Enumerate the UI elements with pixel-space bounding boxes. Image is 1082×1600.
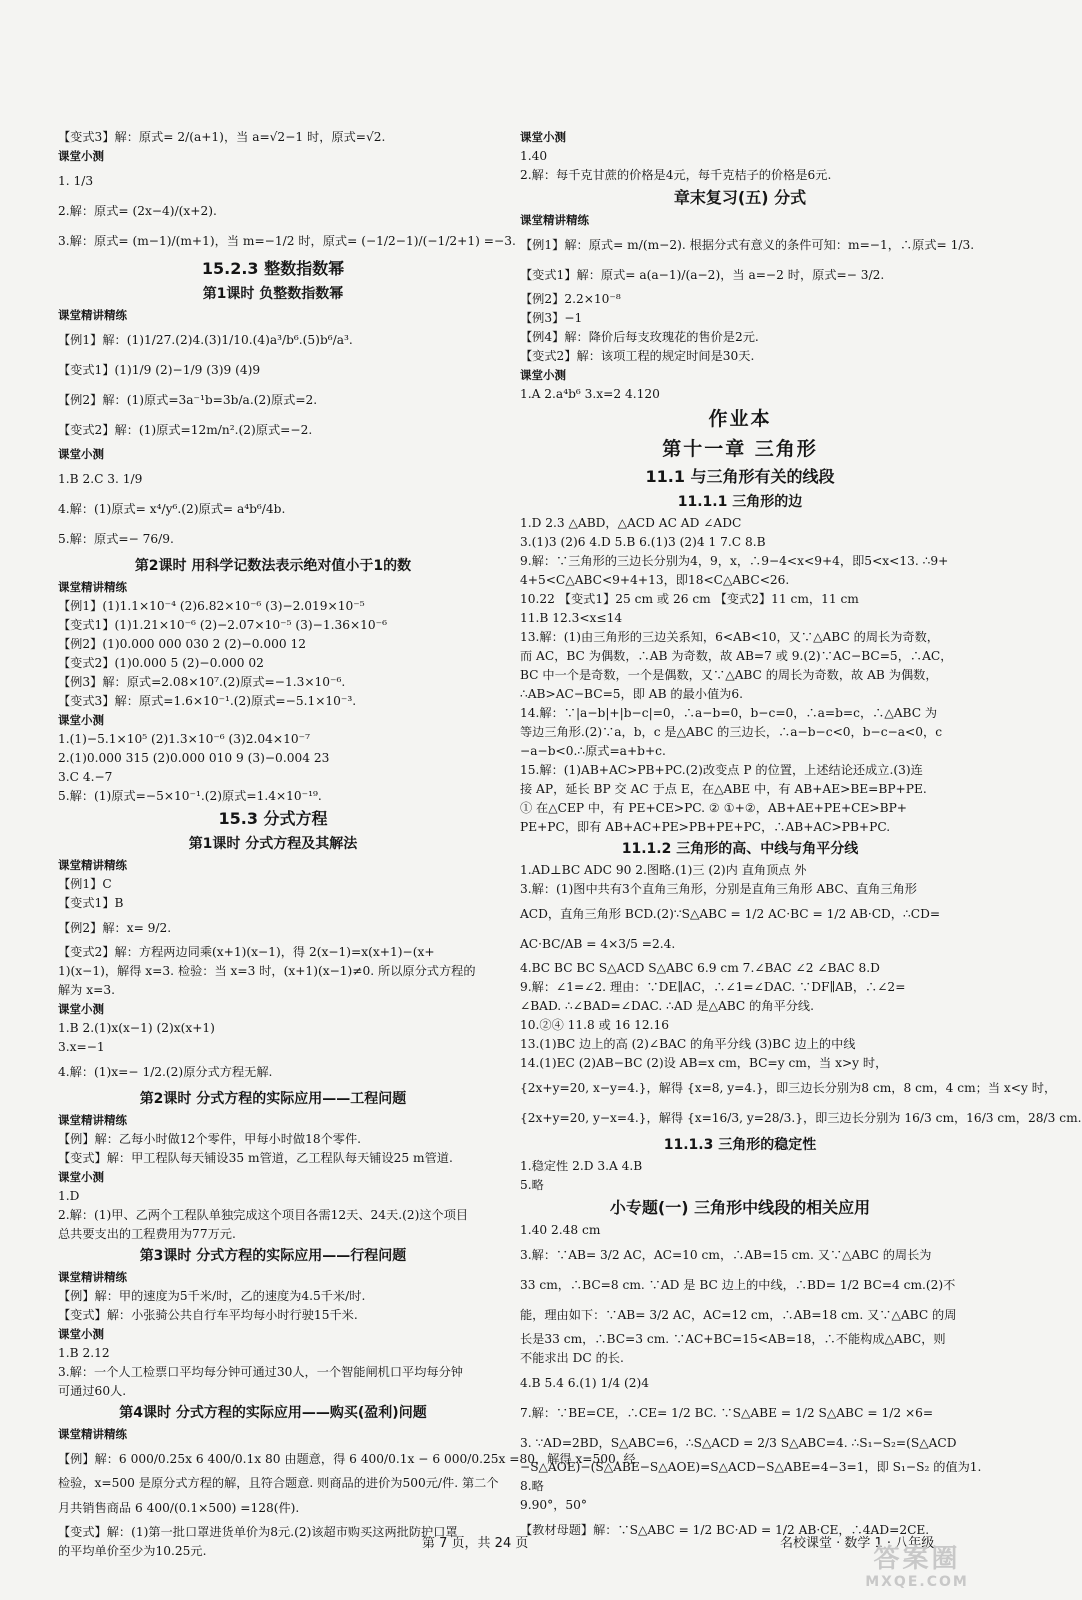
subsection-heading: 11.1.1 三角形的边 [677, 494, 803, 510]
text-line: ∠BAD. ∴∠BAD=∠DAC. ∴AD 是△ABC 的角平分线. [520, 999, 814, 1013]
text-line: 5.略 [520, 1178, 544, 1192]
text-line: 检验，x=500 是原分式方程的解，且符合题意. 则商品的进价为500元/件. 第二个 [58, 1476, 499, 1490]
text-line: 9.解：∵三角形的三边长分别为4，9，x，∴9−4<x<9+4，即5<x<13. ∴9+ [520, 554, 949, 568]
text-line: 15.解：(1)AB+AC>PB+PC.(2)改变点 P 的位置，上述结论还成立.(3)连 [520, 763, 923, 777]
text-line: 3.解：原式= (m−1)/(m+1)，当 m=−1/2 时，原式= (−1/2−1)/(−1/2+1) =−3. [58, 234, 516, 248]
text-line: 1. 1/3 [58, 174, 94, 188]
text-line: 1)(x−1)，解得 x=3. 检验：当 x=3 时，(x+1)(x−1)≠0. 所以原分式方程的 [58, 964, 476, 978]
text-line: 2.(1)0.000 315 (2)0.000 010 9 (3)−0.004 23 [58, 751, 330, 765]
section-label: 课堂精讲精练 [58, 580, 127, 594]
text-line: 10.22 【变式1】25 cm 或 26 cm 【变式2】11 cm，11 cm [520, 592, 859, 606]
section-label: 课堂小测 [520, 130, 566, 144]
text-line: 4+5<C△ABC<9+4+13，即18<C△ABC<26. [520, 573, 790, 587]
text-line: −S△AOE)−(S△ABE−S△AOE)=S△ACD−S△ABE=4−3=1，即 S₁−S₂ 的值为1. [520, 1460, 982, 1474]
section-label: 课堂精讲精练 [58, 1113, 127, 1127]
watermark-title: 答案圈 [873, 1544, 961, 1574]
subsection-heading: 11.1.3 三角形的稳定性 [663, 1137, 817, 1153]
text-line: 10.②④ 11.8 或 16 12.16 [520, 1018, 669, 1032]
lesson-heading: 第1课时 分式方程及其解法 [188, 836, 358, 852]
text-line: 不能求出 DC 的长. [520, 1351, 624, 1365]
text-line: 【例2】(1)0.000 000 030 2 (2)−0.000 12 [58, 637, 306, 651]
text-line: 【变式2】解：(1)原式=12m/n².(2)原式=−2. [58, 423, 313, 437]
text-line: {2x+y=20, x−y=4.}，解得 {x=8, y=4.}，即三边长分别为8 cm，8 cm，4 cm；当 x<y 时， [520, 1081, 1057, 1095]
text-line: 1.(1)−5.1×10⁵ (2)1.3×10⁻⁶ (3)2.04×10⁻⁷ [58, 732, 310, 746]
text-line: 1.40 [520, 149, 548, 163]
text-line: 2.解：(1)甲、乙两个工程队单独完成这个项目各需12天、24天.(2)这个项目 [58, 1208, 469, 1222]
text-line: 【变式3】解：原式= 2/(a+1)，当 a=√2−1 时，原式=√2. [58, 130, 386, 144]
text-line: ① 在△CEP 中，有 PE+CE>PC. ② ①+②，AB+AE+PE+CE>BP+ [520, 801, 907, 815]
section-label: 课堂小测 [58, 713, 104, 727]
text-line: 8.略 [520, 1479, 544, 1493]
book-title: 名校课堂 · 数学 1 · 八年级 [780, 1536, 935, 1551]
text-line: 4.B 5.4 6.(1) 1/4 (2)4 [520, 1376, 649, 1390]
text-line: 【例1】(1)1.1×10⁻⁴ (2)6.82×10⁻⁶ (3)−2.019×10⁻⁵ [58, 599, 365, 613]
section-label: 课堂小测 [58, 1170, 104, 1184]
text-line: 长是33 cm，∴BC=3 cm. ∵AC+BC=15<AB=18，∴不能构成△ABC，则 [520, 1332, 946, 1346]
text-line: 【变式1】(1)1.21×10⁻⁶ (2)−2.07×10⁻⁵ (3)−1.36×10⁻⁶ [58, 618, 387, 632]
text-line: 的平均单价至少为10.25元. [58, 1544, 207, 1558]
text-line: 4.解：(1)原式= x⁴/y⁶.(2)原式= a⁴b⁶/4b. [58, 502, 286, 516]
right-column [520, 128, 1082, 1545]
text-line: 3.x=−1 [58, 1040, 105, 1054]
section-label: 课堂小测 [58, 447, 104, 461]
text-line: 【例1】解：原式= m/(m−2). 根据分式有意义的条件可知：m=−1，∴原式= 1/3. [520, 238, 975, 252]
subsection-heading: 11.1.2 三角形的高、中线与角平分线 [621, 841, 859, 857]
page-number: 第 7 页，共 24 页 [422, 1536, 529, 1551]
section-label: 课堂精讲精练 [58, 1427, 127, 1441]
text-line: 3.解：一个人工检票口平均每分钟可通过30人，一个智能闸机口平均每分钟 [58, 1365, 463, 1379]
text-line: −a−b<0.∴原式=a+b+c. [520, 744, 666, 758]
text-line: 5.解：(1)原式=−5×10⁻¹.(2)原式=1.4×10⁻¹⁹. [58, 789, 322, 803]
text-line: 【例2】解：x= 9/2. [58, 921, 172, 935]
text-line: 9.解：∠1=∠2. 理由：∵DE∥AC，∴∠1=∠DAC. ∵DF∥AB，∴∠2= [520, 980, 906, 994]
text-line: 4.BC BC BC S△ACD S△ABC 6.9 cm 7.∠BAC ∠2 ∠BAC 8.D [520, 961, 880, 975]
lesson-heading: 第1课时 负整数指数幂 [202, 286, 344, 302]
text-line: 【例3】−1 [520, 311, 583, 325]
section-label: 课堂精讲精练 [58, 308, 127, 322]
text-line: 【例2】2.2×10⁻⁸ [520, 292, 621, 306]
text-line: 14.解：∵|a−b|+|b−c|=0，∴a−b=0，b−c=0，∴a=b=c，∴△ABC 为 [520, 706, 938, 720]
text-line: 【变式2】(1)0.000 5 (2)−0.000 02 [58, 656, 264, 670]
text-line: 1.B 2.(1)x(x−1) (2)x(x+1) [58, 1021, 215, 1035]
text-line: 9.90°，50° [520, 1498, 588, 1512]
section-label: 课堂精讲精练 [58, 1270, 127, 1284]
text-line: 【例】解：6 000/0.25x 6 400/0.1x 80 由题意，得 6 400/0.1x − 6 000/0.25x =80，解得 x=500. 经 [58, 1452, 636, 1466]
lesson-heading: 第2课时 用科学记数法表示绝对值小于1的数 [134, 558, 412, 574]
section-heading: 15.3 分式方程 [218, 809, 328, 828]
text-line: 1.B 2.C 3. 1/9 [58, 472, 143, 486]
text-line: 14.(1)EC (2)AB−BC (2)设 AB=x cm，BC=y cm，当 x>y 时， [520, 1056, 888, 1070]
text-line: 【变式2】解：该项工程的规定时间是30天. [520, 349, 755, 363]
text-line: PE+PC，即有 AB+AC+PE>PB+PE+PC，∴AB+AC>PB+PC. [520, 820, 891, 834]
lesson-heading: 第3课时 分式方程的实际应用——行程问题 [139, 1248, 407, 1264]
chapter-heading: 第十一章 三角形 [662, 438, 818, 460]
text-line: 1.D 2.3 △ABD，△ACD AC AD ∠ADC [520, 516, 742, 530]
text-line: ACD，直角三角形 BCD.(2)∵S△ABC = 1/2 AC·BC = 1/2 AB·CD，∴CD= [520, 907, 941, 921]
text-line: 3.(1)3 (2)6 4.D 5.B 6.(1)3 (2)4 1 7.C 8.B [520, 535, 766, 549]
section-heading: 11.1 与三角形有关的线段 [645, 467, 835, 486]
text-line: 【变式】解：甲工程队每天铺设35 m管道，乙工程队每天铺设25 m管道. [58, 1151, 453, 1165]
text-line: 1.AD⊥BC ADC 90 2.图略.(1)三 (2)内 直角顶点 外 [520, 863, 807, 877]
section-label: 课堂小测 [58, 1327, 104, 1341]
text-line: 【例3】解：原式=2.08×10⁷.(2)原式=−1.3×10⁻⁶. [58, 675, 346, 689]
text-line: 2.解：原式= (2x−4)/(x+2). [58, 204, 217, 218]
text-line: 5.解：原式=− 76/9. [58, 532, 174, 546]
text-line: 【例4】解：降价后每支玫瑰花的售价是2元. [520, 330, 759, 344]
section-heading: 15.2.3 整数指数幂 [201, 259, 345, 278]
section-label: 课堂精讲精练 [58, 858, 127, 872]
watermark-site: MXQE.COM [865, 1574, 969, 1590]
text-line: 【例1】C [58, 877, 112, 891]
text-line: 【变式1】解：原式= a(a−1)/(a−2)，当 a=−2 时，原式=− 3/2. [520, 268, 885, 282]
text-line: 而 AC，BC 为偶数，∴AB 为奇数，故 AB=7 或 9.(2)∵AC−BC=5，∴AC， [520, 649, 953, 663]
text-line: {2x+y=20, y−x=4.}，解得 {x=16/3, y=28/3.}，即三边长分别为 16/3 cm，16/3 cm，28/3 cm. [520, 1111, 1082, 1125]
text-line: 等边三角形.(2)∵a，b，c 是△ABC 的三边长，∴a−b−c<0，b−c−a<0，c [520, 725, 943, 739]
text-line: 4.解：(1)x=− 1/2.(2)原分式方程无解. [58, 1065, 273, 1079]
lesson-heading: 第4课时 分式方程的实际应用——购买(盈利)问题 [119, 1405, 427, 1421]
text-line: 1.B 2.12 [58, 1346, 110, 1360]
text-line: 1.D [58, 1189, 80, 1203]
text-line: 接 AP，延长 BP 交 AC 于点 E，在△ABE 中，有 AB+AE>BE=BP+PE. [520, 782, 927, 796]
text-line: 33 cm，∴BC=8 cm. ∵AD 是 BC 边上的中线，∴BD= 1/2 BC=4 cm.(2)不 [520, 1278, 956, 1292]
watermark-logo [842, 1545, 992, 1597]
text-line: 13.(1)BC 边上的高 (2)∠BAC 的角平分线 (3)BC 边上的中线 [520, 1037, 856, 1051]
workbook-heading: 作业本 [708, 408, 772, 430]
text-line: 【变式】解：小张骑公共自行车平均每小时行驶15千米. [58, 1308, 358, 1322]
text-line: 【变式】解：(1)第一批口罩进货单价为8元.(2)该超市购买这两批防护口罩 [58, 1525, 458, 1539]
text-line: 13.解：(1)由三角形的三边关系知，6<AB<10，又∵△ABC 的周长为奇数， [520, 630, 939, 644]
text-line: 总共要支出的工程费用为77万元. [58, 1227, 236, 1241]
text-line: 3.解：(1)图中共有3个直角三角形，分别是直角三角形 ABC、直角三角形 [520, 882, 917, 896]
section-label: 课堂小测 [58, 149, 104, 163]
text-line: 【变式2】解：方程两边同乘(x+1)(x−1)，得 2(x−1)=x(x+1)−(x+ [58, 945, 435, 959]
chapter-review-heading: 章末复习(五) 分式 [673, 188, 807, 207]
text-line: 1.A 2.a⁴b⁶ 3.x=2 4.120 [520, 387, 660, 401]
text-line: 1.40 2.48 cm [520, 1223, 601, 1237]
text-line: 解为 x=3. [58, 983, 115, 997]
section-label: 课堂小测 [58, 1002, 104, 1016]
lesson-heading: 第2课时 分式方程的实际应用——工程问题 [139, 1091, 407, 1107]
text-line: 2.解：每千克甘蔗的价格是4元，每千克桔子的价格是6元. [520, 168, 832, 182]
text-line: 【例】解：甲的速度为5千米/时，乙的速度为4.5千米/时. [58, 1289, 366, 1303]
text-line: 3.解：∵AB= 3/2 AC，AC=10 cm，∴AB=15 cm. 又∵△ABC 的周长为 [520, 1248, 932, 1262]
text-line: 1.稳定性 2.D 3.A 4.B [520, 1159, 643, 1173]
text-line: BC 中一个是奇数，一个是偶数，又∵△ABC 的周长为奇数，故 AB 为偶数， [520, 668, 938, 682]
text-line: 【例1】解：(1)1/27.(2)4.(3)1/10.(4)a³/b⁶.(5)b⁶/a³. [58, 333, 353, 347]
text-line: 【教材母题】解：∵S△ABC = 1/2 BC·AD = 1/2 AB·CE，∴4AD=2CE. [520, 1523, 930, 1537]
text-line: 可通过60人. [58, 1384, 127, 1398]
text-line: 3.C 4.−7 [58, 770, 113, 784]
text-line: 【变式1】(1)1/9 (2)−1/9 (3)9 (4)9 [58, 363, 261, 377]
text-line: 3. ∵AD=2BD，S△ABC=6，∴S△ACD = 2/3 S△ABC=4. ∴S₁−S₂=(S△ACD [520, 1436, 957, 1450]
text-line: 【例2】解：(1)原式=3a⁻¹b=3b/a.(2)原式=2. [58, 393, 318, 407]
text-line: ∴AB>AC−BC=5，即 AB 的最小值为6. [520, 687, 743, 701]
text-line: AC·BC/AB = 4×3/5 =2.4. [520, 937, 676, 951]
section-label: 课堂精讲精练 [520, 213, 589, 227]
text-line: 能，理由如下：∵AB= 3/2 AC，AC=12 cm，∴AB=18 cm. 又∵△ABC 的周 [520, 1308, 957, 1322]
text-line: 7.解：∵BE=CE，∴CE= 1/2 BC. ∵S△ABE = 1/2 S△ABC = 1/2 ×6= [520, 1406, 934, 1420]
topic-heading: 小专题(一) 三角形中线段的相关应用 [609, 1198, 871, 1217]
section-label: 课堂小测 [520, 368, 566, 382]
text-line: 月共销售商品 6 400/(0.1×500) =128(件). [58, 1501, 300, 1515]
text-line: 【例】解：乙每小时做12个零件，甲每小时做18个零件. [58, 1132, 362, 1146]
text-line: 11.B 12.3<x≤14 [520, 611, 623, 625]
text-line: 【变式3】解：原式=1.6×10⁻¹.(2)原式=−5.1×10⁻³. [58, 694, 357, 708]
text-line: 【变式1】B [58, 896, 124, 910]
